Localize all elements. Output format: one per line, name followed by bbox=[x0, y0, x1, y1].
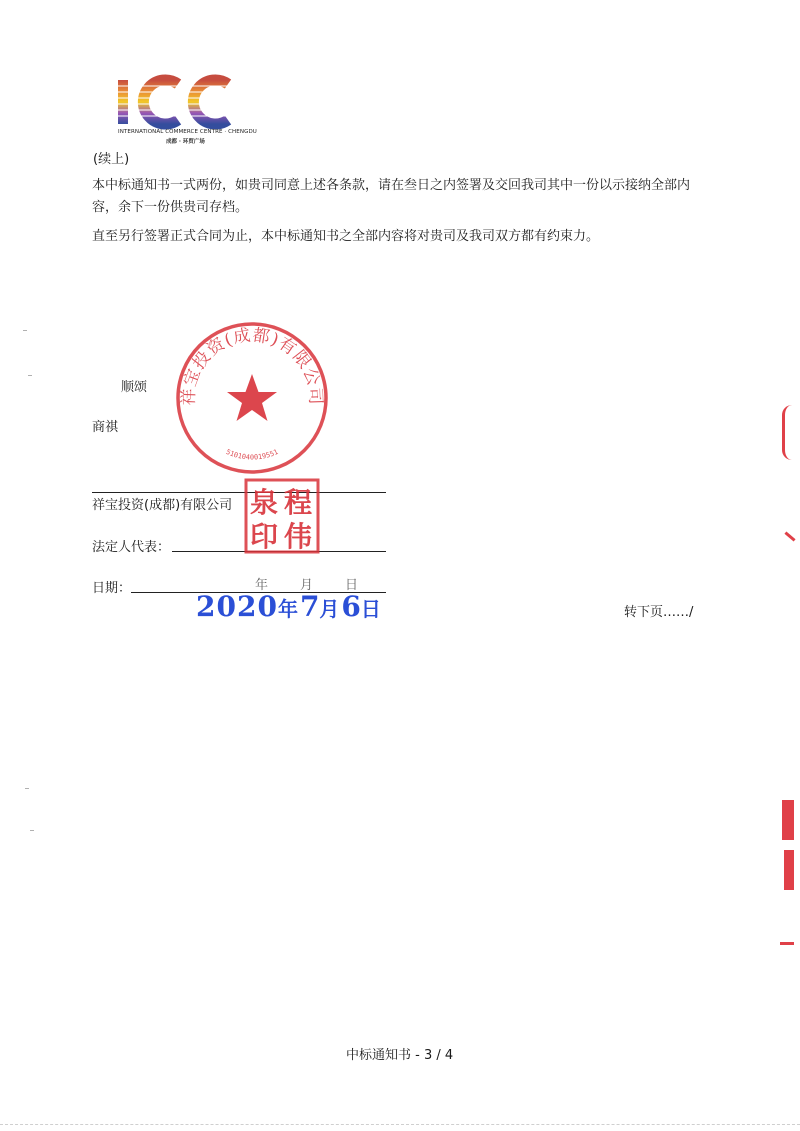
date-day-unit: 日 bbox=[345, 578, 359, 593]
svg-text:5101040019551 bbox=[225, 448, 280, 462]
continue-next-page: 转下页……/ bbox=[624, 605, 694, 620]
company-name: 祥宝投资(成都)有限公司 bbox=[92, 498, 233, 513]
right-edge-seal-mark-5 bbox=[780, 942, 794, 945]
scan-speck bbox=[25, 788, 29, 789]
personal-seal bbox=[244, 478, 320, 554]
company-seal bbox=[172, 318, 332, 478]
date-stamp-month-unit: 月 bbox=[319, 597, 340, 621]
date-label: 日期： bbox=[92, 581, 132, 596]
right-edge-seal-mark-4 bbox=[784, 850, 794, 890]
scan-speck bbox=[28, 375, 32, 376]
legal-rep-label: 法定人代表： bbox=[92, 540, 171, 555]
seal-number: 5101040019551 bbox=[224, 447, 280, 462]
date-stamp-day: 6 bbox=[341, 590, 361, 623]
scan-bottom-edge bbox=[0, 1124, 800, 1125]
date-month-unit: 月 bbox=[300, 578, 314, 593]
scan-speck bbox=[23, 330, 27, 331]
personal-seal-char-3: 印 bbox=[250, 520, 279, 553]
paragraph-binding: 直至另行签署正式合同为止，本中标通知书之全部内容将对贵司及我司双方都有约束力。 bbox=[92, 229, 600, 244]
continued-label: (续上) bbox=[93, 152, 130, 167]
logo-chinese-name: 成都 · 环贸广场 bbox=[166, 139, 205, 145]
scan-speck bbox=[30, 830, 34, 831]
right-edge-seal-mark-3 bbox=[782, 800, 794, 840]
date-stamp-year: 2020 bbox=[196, 590, 278, 623]
date-stamp-year-unit: 年 bbox=[277, 597, 298, 621]
personal-seal-char-4: 伟 bbox=[284, 520, 313, 553]
personal-seal-char-1: 泉 bbox=[250, 486, 279, 519]
greeting-line-1: 顺颂 bbox=[121, 380, 148, 395]
signature-line-top bbox=[92, 492, 386, 493]
right-edge-seal-mark-2 bbox=[784, 531, 795, 541]
seal-company-text: 祥宝投资(成都)有限公司 bbox=[178, 325, 326, 406]
date-year-unit: 年 bbox=[255, 578, 269, 593]
page-footer: 中标通知书 - 3 / 4 bbox=[346, 1048, 454, 1063]
right-edge-seal-mark-1 bbox=[782, 405, 795, 460]
personal-seal-char-2: 程 bbox=[284, 486, 313, 519]
logo-subtitle: INTERNATIONAL COMMERCE CENTRE · CHENGDU bbox=[118, 129, 257, 135]
logo bbox=[114, 74, 257, 145]
date-stamp-month: 7 bbox=[299, 590, 320, 623]
icc-logo-mark bbox=[116, 74, 246, 130]
seal-star-icon bbox=[227, 374, 277, 421]
date-stamp bbox=[196, 590, 381, 623]
paragraph-copies: 本中标通知书一式两份，如贵司同意上述各条款，请在叁日之内签署及交回我司其中一份以示接纳全部内容，余下一份供贵司存档。 bbox=[92, 178, 691, 215]
greeting-line-2: 商祺 bbox=[92, 420, 119, 435]
date-stamp-day-unit: 日 bbox=[360, 597, 381, 621]
